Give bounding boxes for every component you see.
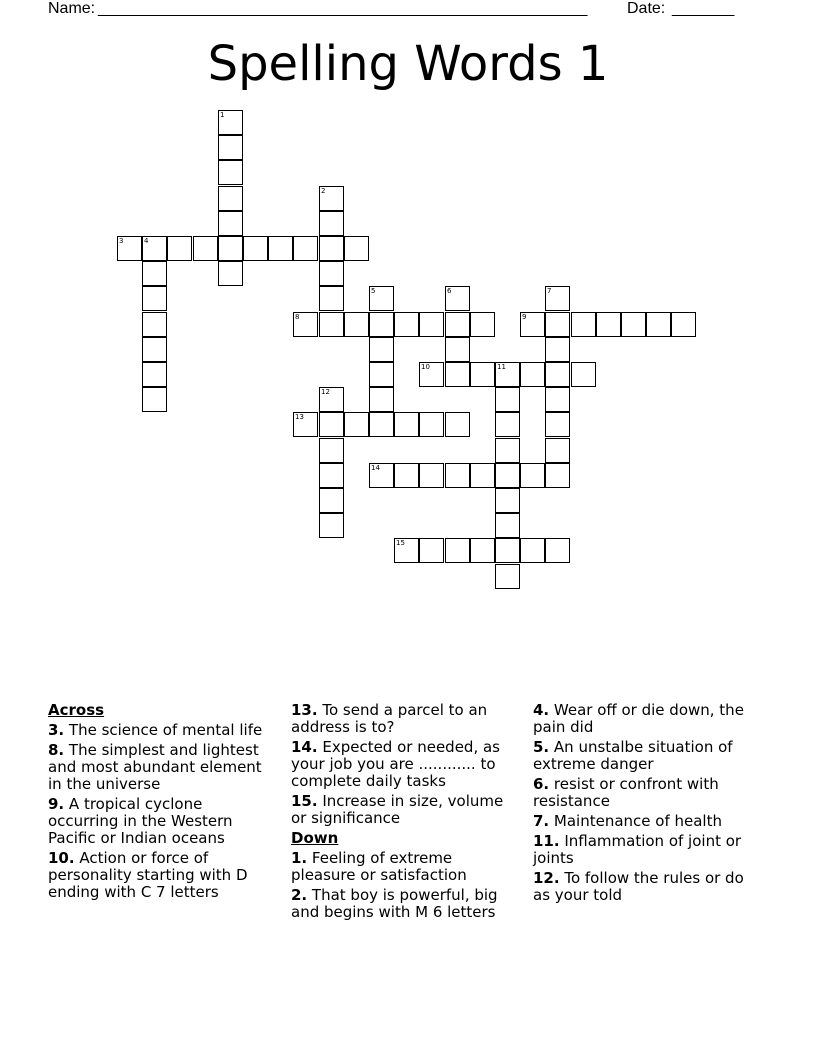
clue-text: The science of mental life [64, 721, 263, 739]
clue-text: resist or confront with resistance [533, 775, 719, 810]
crossword-cell[interactable] [218, 186, 243, 211]
crossword-cell[interactable] [142, 286, 167, 311]
crossword-cell[interactable] [545, 286, 570, 311]
clue-number: 8 [295, 313, 300, 321]
crossword-cell[interactable] [218, 236, 243, 261]
clue-item [533, 813, 759, 830]
clue-item [533, 833, 759, 867]
crossword-cell[interactable] [319, 186, 344, 211]
crossword-cell[interactable] [671, 312, 696, 337]
crossword-cell[interactable] [319, 286, 344, 311]
clue-number-label: 14. [291, 738, 318, 756]
clue-number-label: 9. [48, 795, 65, 813]
crossword-cell[interactable] [193, 236, 218, 261]
crossword-cell[interactable] [520, 362, 545, 387]
clue-column-2 [291, 702, 517, 924]
crossword-cell[interactable] [319, 261, 344, 286]
crossword-cell[interactable] [117, 236, 142, 261]
crossword-cell[interactable] [394, 312, 419, 337]
crossword-cell[interactable] [571, 312, 596, 337]
clue-number: 12 [321, 388, 330, 396]
crossword-cell[interactable] [520, 538, 545, 563]
crossword-cell[interactable] [621, 312, 646, 337]
crossword-cell[interactable] [545, 337, 570, 362]
crossword-cell[interactable] [319, 387, 344, 412]
clue-text: Action or force of personality starting with D ending with C 7 letters [48, 849, 248, 901]
crossword-cell[interactable] [369, 463, 394, 488]
crossword-cell[interactable] [319, 236, 344, 261]
crossword-cell[interactable] [545, 312, 570, 337]
clue-number: 3 [119, 237, 124, 245]
clue-number-label: 3. [48, 721, 65, 739]
clue-number: 4 [144, 237, 149, 245]
crossword-cell[interactable] [142, 261, 167, 286]
crossword-cell[interactable] [495, 463, 520, 488]
clue-text: The simplest and lightest and most abundant element in the universe [48, 741, 262, 793]
crossword-cell[interactable] [394, 412, 419, 437]
crossword-cell[interactable] [419, 412, 444, 437]
crossword-cell[interactable] [142, 312, 167, 337]
crossword-cell[interactable] [445, 362, 470, 387]
clue-number-label: 7. [533, 812, 550, 830]
clue-number-label: 1. [291, 849, 308, 867]
crossword-cell[interactable] [520, 312, 545, 337]
crossword-cell[interactable] [445, 312, 470, 337]
clue-text: Feeling of extreme pleasure or satisfaction [291, 849, 467, 884]
clue-item [533, 776, 759, 810]
clue-number: 2 [321, 187, 326, 195]
crossword-cell[interactable] [293, 412, 318, 437]
clue-number: 11 [497, 363, 506, 371]
clue-text: Maintenance of health [549, 812, 722, 830]
clue-column-1 [48, 702, 274, 904]
crossword-cell[interactable] [445, 286, 470, 311]
crossword-cell[interactable] [293, 312, 318, 337]
crossword-cell[interactable] [495, 362, 520, 387]
crossword-cell[interactable] [218, 261, 243, 286]
crossword-cell[interactable] [369, 362, 394, 387]
clue-number: 10 [421, 363, 430, 371]
crossword-cell[interactable] [545, 412, 570, 437]
crossword-cell[interactable] [344, 312, 369, 337]
clue-text: Wear off or die down, the pain did [533, 701, 744, 736]
crossword-cell[interactable] [268, 236, 293, 261]
crossword-cell[interactable] [495, 438, 520, 463]
clue-number: 14 [371, 464, 380, 472]
clue-number: 6 [447, 287, 452, 295]
crossword-cell[interactable] [419, 538, 444, 563]
crossword-cell[interactable] [495, 538, 520, 563]
crossword-cell[interactable] [419, 463, 444, 488]
clue-number-label: 10. [48, 849, 75, 867]
clue-text: That boy is powerful, big and begins with M 6 letters [291, 886, 498, 921]
clue-item [48, 742, 274, 793]
clue-text: Increase in size, volume or significance [291, 792, 504, 827]
clue-text: To follow the rules or do as your told [533, 869, 744, 904]
clue-number-label: 11. [533, 832, 560, 850]
crossword-cell[interactable] [243, 236, 268, 261]
crossword-cell[interactable] [646, 312, 671, 337]
crossword-cell[interactable] [470, 463, 495, 488]
clue-number-label: 2. [291, 886, 308, 904]
crossword-cell[interactable] [470, 538, 495, 563]
clue-column-3 [533, 702, 759, 907]
crossword-cell[interactable] [545, 362, 570, 387]
clue-item [291, 702, 517, 736]
clue-item [533, 870, 759, 904]
crossword-cell[interactable] [369, 286, 394, 311]
crossword-cell[interactable] [319, 463, 344, 488]
crossword-cell[interactable] [545, 538, 570, 563]
crossword-cell[interactable] [319, 211, 344, 236]
crossword-cell[interactable] [218, 135, 243, 160]
clue-number-label: 15. [291, 792, 318, 810]
crossword-cell[interactable] [445, 538, 470, 563]
crossword-cell[interactable] [571, 362, 596, 387]
crossword-cell[interactable] [167, 236, 192, 261]
crossword-cell[interactable] [218, 211, 243, 236]
name-field[interactable]: _______________________________________________________ [98, 0, 588, 17]
crossword-cell[interactable] [369, 312, 394, 337]
crossword-cell[interactable] [495, 412, 520, 437]
crossword-cell[interactable] [470, 312, 495, 337]
crossword-cell[interactable] [142, 337, 167, 362]
crossword-cell[interactable] [520, 463, 545, 488]
clue-text: An unstalbe situation of extreme danger [533, 738, 733, 773]
clue-text: A tropical cyclone occurring in the Western Pacific or Indian oceans [48, 795, 233, 847]
crossword-cell[interactable] [445, 337, 470, 362]
crossword-cell[interactable] [293, 236, 318, 261]
crossword-cell[interactable] [369, 337, 394, 362]
clue-number: 1 [220, 111, 225, 119]
crossword-cell[interactable] [319, 412, 344, 437]
crossword-cell[interactable] [419, 312, 444, 337]
clue-number: 15 [396, 539, 405, 547]
clue-item [291, 850, 517, 884]
clue-number: 9 [522, 313, 527, 321]
crossword-cell[interactable] [495, 387, 520, 412]
crossword-cell[interactable] [319, 312, 344, 337]
clue-number: 7 [547, 287, 552, 295]
crossword-cell[interactable] [218, 160, 243, 185]
name-label: Name: [48, 0, 96, 17]
clue-item [533, 702, 759, 736]
crossword-cell[interactable] [218, 110, 243, 135]
crossword-cell[interactable] [495, 513, 520, 538]
crossword-cell[interactable] [545, 438, 570, 463]
crossword-cell[interactable] [142, 236, 167, 261]
crossword-cell[interactable] [319, 513, 344, 538]
crossword-cell[interactable] [369, 387, 394, 412]
crossword-cell[interactable] [545, 463, 570, 488]
page-title: Spelling Words 1 [207, 36, 609, 92]
crossword-cell[interactable] [394, 538, 419, 563]
crossword-cell[interactable] [495, 564, 520, 589]
clue-heading-across: Across [48, 701, 105, 719]
crossword-cell[interactable] [495, 488, 520, 513]
crossword-cell[interactable] [445, 412, 470, 437]
crossword-cell[interactable] [142, 362, 167, 387]
crossword-cell[interactable] [470, 362, 495, 387]
clue-item [291, 887, 517, 921]
crossword-cell[interactable] [419, 362, 444, 387]
clue-item [48, 796, 274, 847]
date-label: Date: [627, 0, 666, 17]
clue-item [48, 850, 274, 901]
crossword-cell[interactable] [596, 312, 621, 337]
clue-item [533, 739, 759, 773]
clue-number-label: 4. [533, 701, 550, 719]
clue-text: Expected or needed, as your job you are ............ to complete daily tasks [291, 738, 500, 790]
crossword-cell[interactable] [545, 387, 570, 412]
crossword-cell[interactable] [319, 438, 344, 463]
crossword-cell[interactable] [369, 412, 394, 437]
clue-number-label: 8. [48, 741, 65, 759]
crossword-cell[interactable] [344, 412, 369, 437]
crossword-cell[interactable] [344, 236, 369, 261]
clue-number: 13 [295, 413, 304, 421]
clue-number-label: 13. [291, 701, 318, 719]
clue-number-label: 6. [533, 775, 550, 793]
crossword-cell[interactable] [394, 463, 419, 488]
crossword-cell[interactable] [142, 387, 167, 412]
clue-number-label: 5. [533, 738, 550, 756]
clue-text: To send a parcel to an address is to? [291, 701, 488, 736]
clue-item [291, 793, 517, 827]
clue-number-label: 12. [533, 869, 560, 887]
crossword-cell[interactable] [319, 488, 344, 513]
clue-item [291, 739, 517, 790]
clue-heading-down: Down [291, 829, 339, 847]
clue-item [48, 722, 274, 739]
crossword-cell[interactable] [445, 463, 470, 488]
date-field[interactable]: _______ [672, 0, 735, 17]
clue-number: 5 [371, 287, 376, 295]
clue-text: Inflammation of joint or joints [533, 832, 742, 867]
